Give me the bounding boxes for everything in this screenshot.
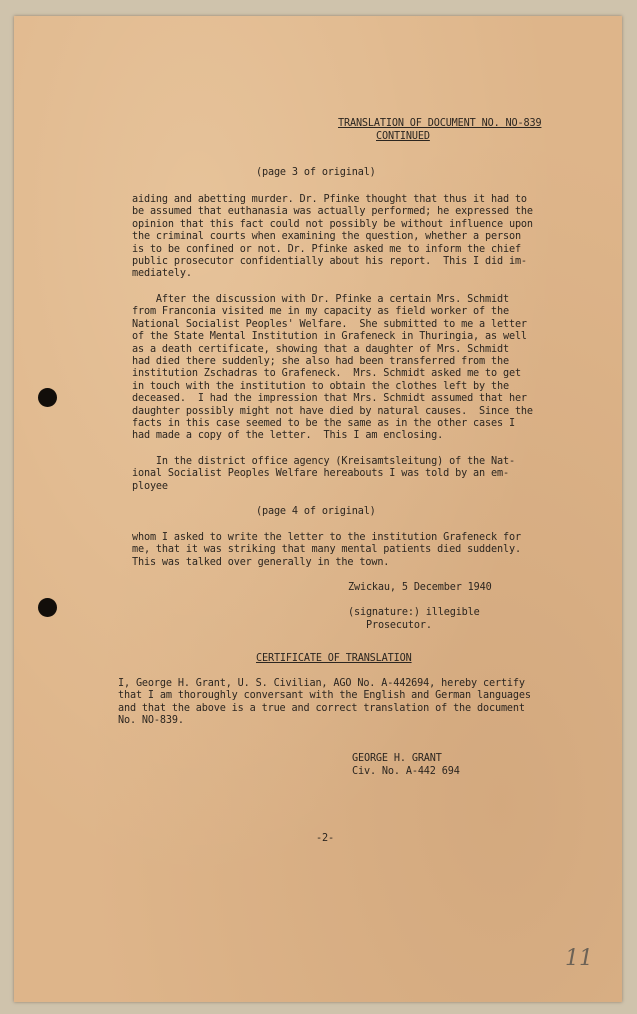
text-line: as a death certificate, showing that a daughter of Mrs. Schmidt: [132, 343, 509, 355]
text-line: of the State Mental Institution in Grafeneck in Thuringia, as well: [132, 331, 527, 343]
text-line: aiding and abetting murder. Dr. Pfinke thought that thus it had to: [132, 194, 527, 205]
page-number: -2-: [316, 833, 334, 844]
text-line: and that the above is a true and correct translation of the document: [118, 702, 525, 714]
header-subtitle: CONTINUED: [376, 131, 430, 142]
punch-hole-lower: [38, 598, 57, 617]
place-date: Zwickau, 5 December 1940: [348, 582, 492, 593]
page-marker-3: (page 3 of original): [256, 167, 376, 178]
text-line: daughter possibly might not have died by natural causes. Since the: [132, 405, 533, 417]
text-line: In the district office agency (Kreisamtsleitung) of the Nat-: [132, 456, 515, 467]
text-line: deceased. I had the impression that Mrs. Schmidt assumed that her: [132, 393, 527, 405]
text-line: in touch with the institution to obtain the clothes left by the: [132, 380, 509, 392]
text-line: public prosecutor confidentially about his report. This I did im-: [132, 256, 527, 267]
translator-id: Civ. No. A-442 694: [352, 766, 460, 777]
text-line: me, that it was striking that many mental patients died suddenly.: [132, 544, 521, 556]
text-line: whom I asked to write the letter to the institution Grafeneck for: [132, 532, 521, 543]
signature-line: (signature:) illegible: [348, 607, 480, 618]
text-line: National Socialist Peoples' Welfare. She submitted to me a letter: [132, 318, 527, 330]
text-line: I, George H. Grant, U. S. Civilian, AGO No. A-442694, hereby certify: [118, 678, 525, 689]
text-line: institution Zschadras to Grafeneck. Mrs. Schmidt asked me to get: [132, 368, 521, 380]
text-line: facts in this case seemed to be the same as in the other cases I: [132, 418, 515, 429]
signer-title: Prosecutor.: [366, 620, 432, 631]
page-marker-4: (page 4 of original): [256, 506, 376, 517]
text-line: After the discussion with Dr. Pfinke a certain Mrs. Schmidt: [132, 294, 509, 305]
punch-hole-upper: [38, 388, 57, 407]
text-line: had made a copy of the letter. This I am enclosing.: [132, 430, 444, 442]
text-line: that I am thoroughly conversant with the English and German languages: [118, 690, 531, 702]
text-line: be assumed that euthanasia was actually performed; he expressed the: [132, 206, 533, 218]
translator-name: GEORGE H. GRANT: [352, 753, 442, 764]
text-line: opinion that this fact could not possibly be without influence upon: [132, 218, 533, 230]
text-line: the criminal courts when examining the question, whether a person: [132, 231, 521, 243]
text-line: ional Socialist Peoples Welfare hereabouts I was told by an em-: [132, 468, 509, 480]
pencil-mark: 11: [565, 946, 593, 971]
text-line: mediately.: [132, 268, 192, 280]
text-line: had died there suddenly; she also had been transferred from the: [132, 356, 509, 367]
text-line: No. NO-839.: [118, 715, 184, 727]
text-line: This was talked over generally in the town.: [132, 556, 390, 568]
header-title: TRANSLATION OF DOCUMENT NO. NO-839: [338, 118, 542, 129]
text-line: from Franconia visited me in my capacity as field worker of the: [132, 306, 509, 318]
document-page: [14, 16, 622, 1002]
text-line: is to be confined or not. Dr. Pfinke asked me to inform the chief: [132, 243, 521, 255]
certificate-title: CERTIFICATE OF TRANSLATION: [256, 653, 412, 664]
text-line: ployee: [132, 480, 168, 492]
